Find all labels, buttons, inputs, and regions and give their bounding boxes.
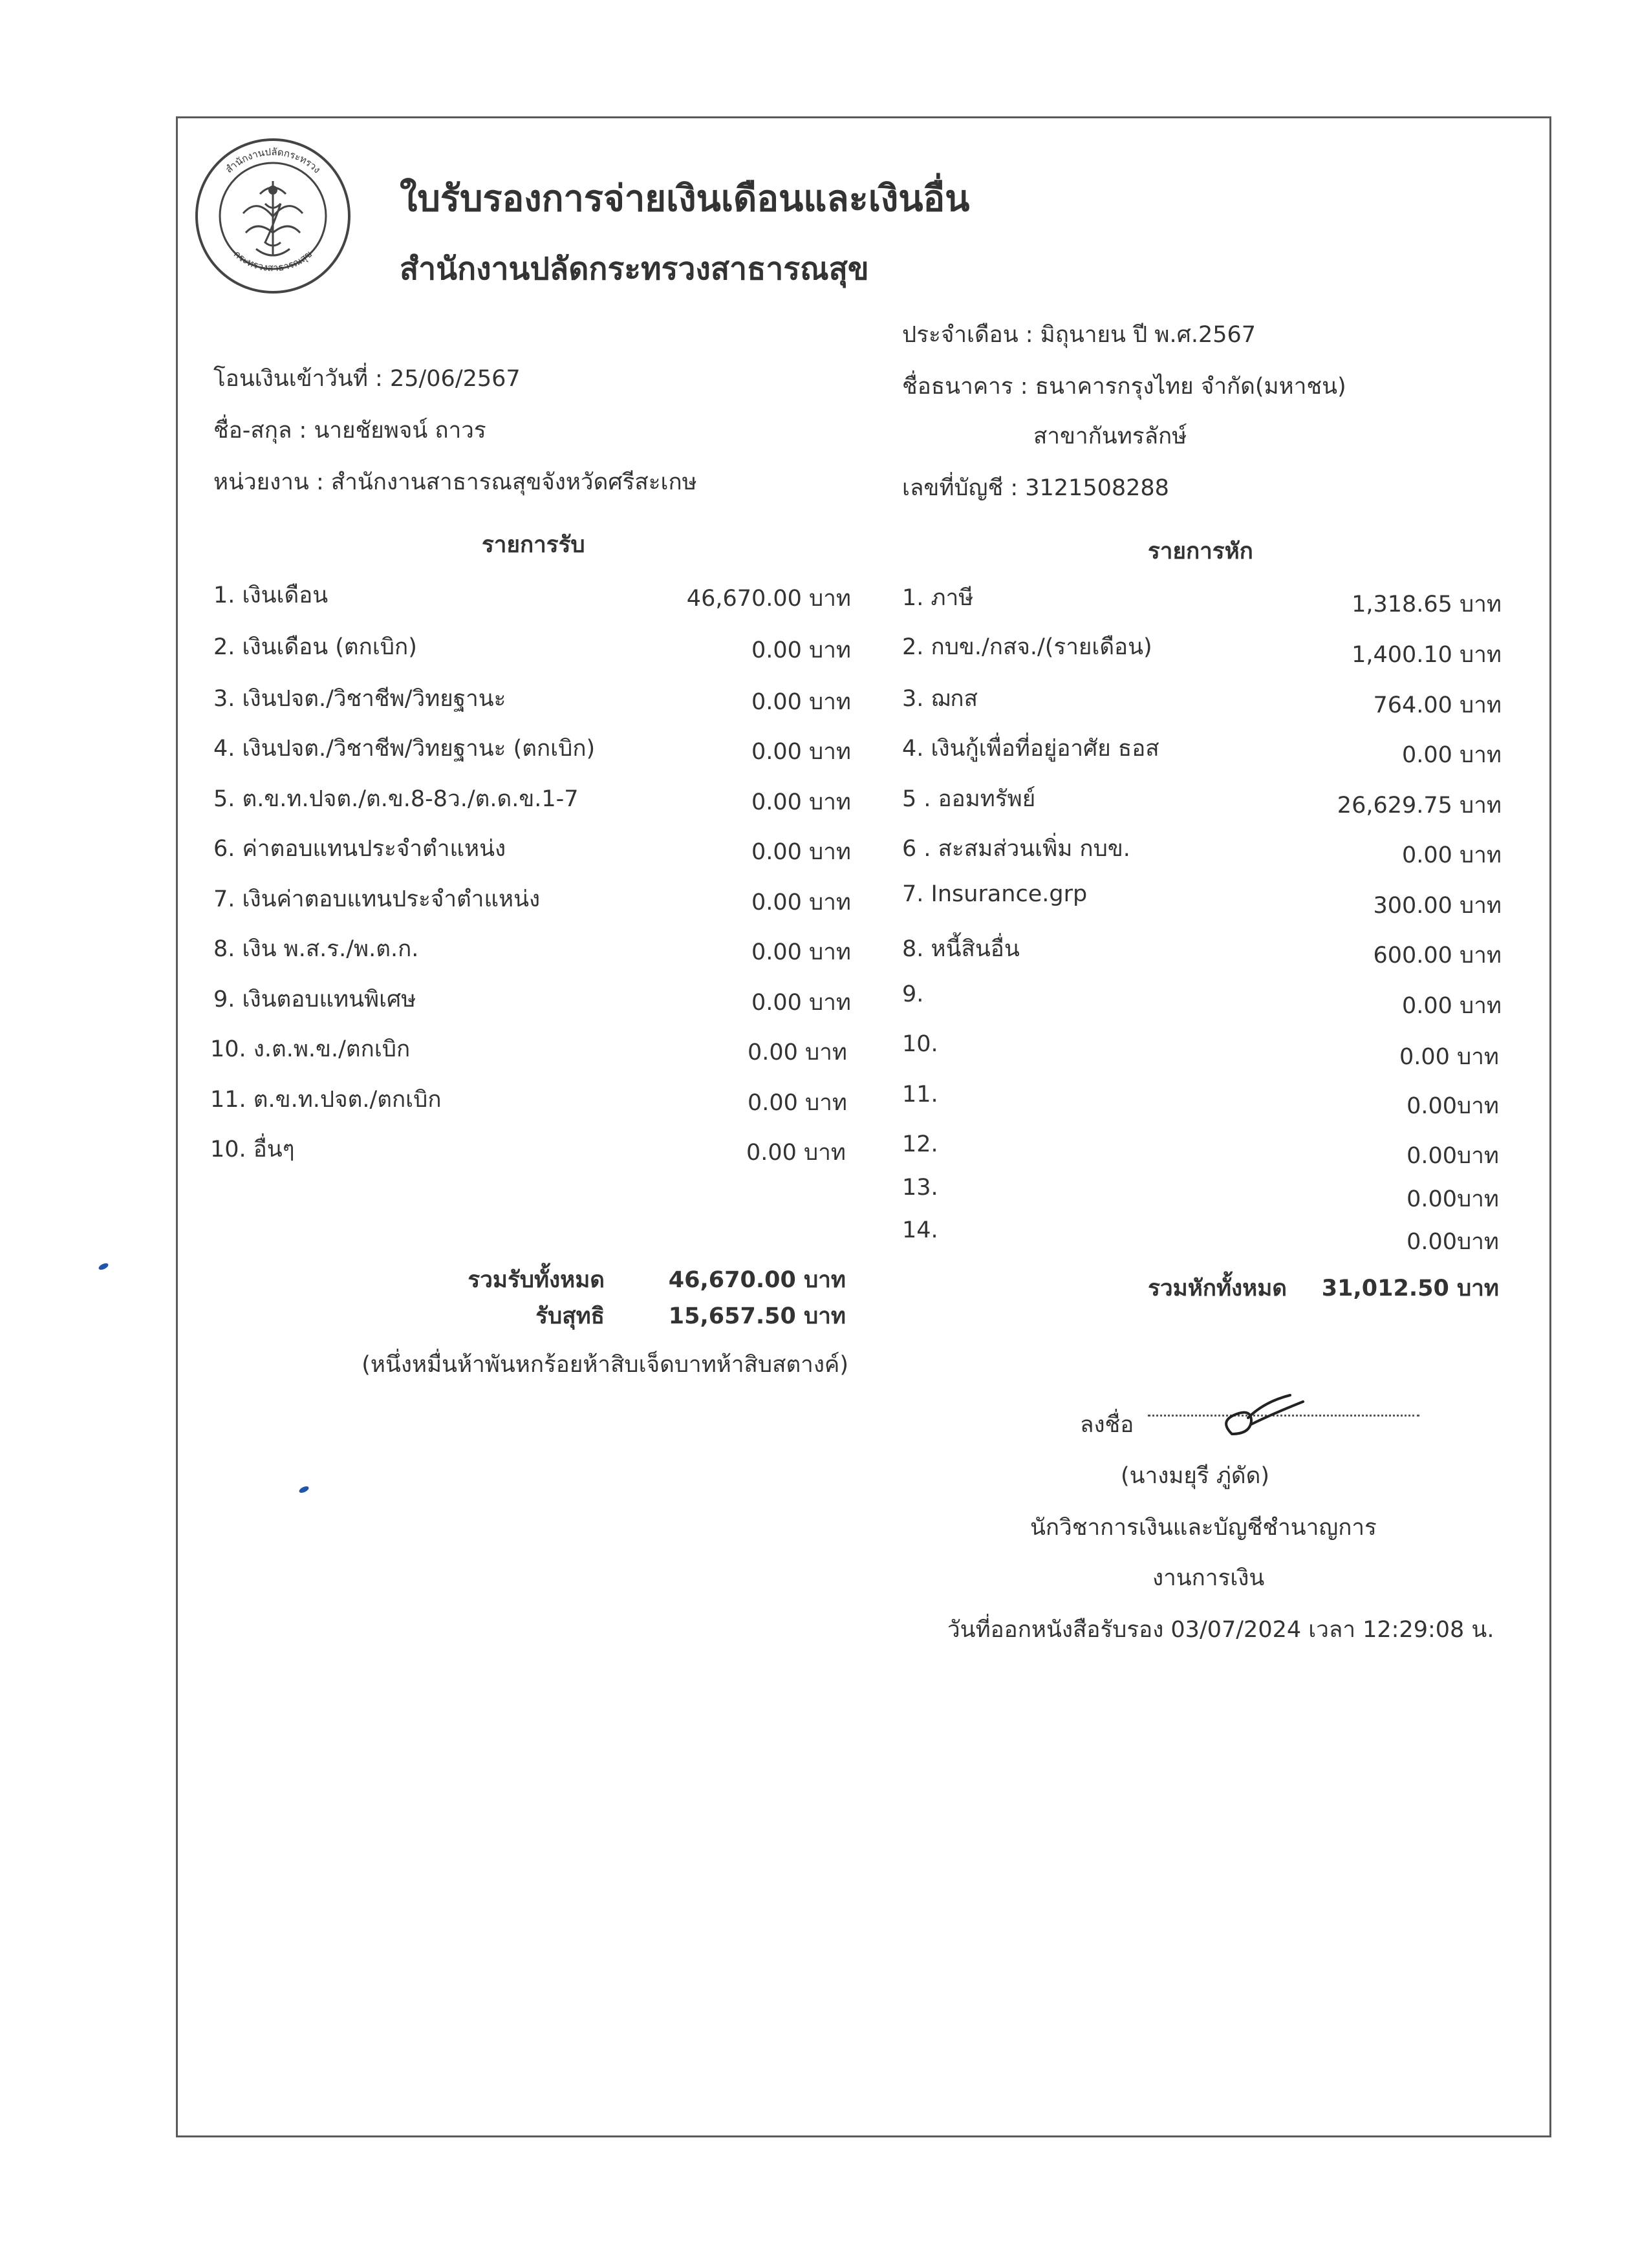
income-item-amount: 0.00 บาท	[751, 637, 851, 663]
income-item-label: 11. ต.ข.ท.ปจต./ตกเบิก	[210, 1087, 442, 1113]
ministry-seal-logo	[193, 136, 353, 296]
deduction-item-label: 7. Insurance.grp	[902, 881, 1088, 907]
income-item-label: 1. เงินเดือน	[213, 583, 329, 608]
scan-speck	[98, 1262, 109, 1271]
deduction-item-amount: 26,629.75 บาท	[1337, 793, 1502, 818]
svg-text:กระทรวงสาธารณสุข: กระทรวงสาธารณสุข	[231, 248, 315, 274]
income-heading: รายการรับ	[482, 532, 585, 558]
deduction-item-amount: 0.00บาท	[1406, 1229, 1499, 1255]
income-item-amount: 0.00 บาท	[751, 739, 851, 765]
deduction-item-label: 12.	[902, 1131, 938, 1157]
deduction-item-amount: 1,400.10 บาท	[1352, 642, 1502, 668]
transfer-date: โอนเงินเข้าวันที่ : 25/06/2567	[213, 366, 521, 392]
income-total-label: รวมรับทั้งหมด	[468, 1267, 605, 1293]
income-item-amount: 0.00 บาท	[751, 689, 851, 715]
income-item-amount: 0.00 บาท	[748, 1040, 847, 1065]
signer-position: นักวิชาการเงินและบัญชีชำนาญการ	[1030, 1515, 1377, 1541]
deduction-item-label: 5 . ออมทรัพย์	[902, 786, 1036, 812]
deduction-item-label: 11.	[902, 1082, 938, 1107]
income-item-label: 4. เงินปจต./วิชาชีพ/วิทยฐานะ (ตกเบิก)	[213, 736, 596, 762]
deduction-item-label: 14.	[902, 1217, 938, 1243]
income-item-amount: 46,670.00 บาท	[686, 586, 851, 612]
income-item-amount: 0.00 บาท	[751, 939, 851, 965]
deduction-item-amount: 0.00บาท	[1406, 1143, 1499, 1169]
issue-datetime: วันที่ออกหนังสือรับรอง 03/07/2024 เวลา 12:29:08 น.	[947, 1617, 1494, 1643]
signer-name: (นางมยุรี ภู่ดัด)	[1121, 1463, 1270, 1489]
income-item-label: 10. ง.ต.พ.ข./ตกเบิก	[210, 1036, 411, 1062]
deduction-item-amount: 300.00 บาท	[1373, 893, 1502, 919]
account-number: เลขที่บัญชี : 3121508288	[902, 475, 1169, 501]
svg-text:สำนักงานปลัดกระทรวง: สำนักงานปลัดกระทรวง	[223, 145, 323, 176]
deduction-item-label: 9.	[902, 981, 924, 1007]
income-item-label: 8. เงิน พ.ส.ร./พ.ต.ก.	[213, 936, 419, 962]
document-title: ใบรับรองการจ่ายเงินเดือนและเงินอื่น	[400, 178, 970, 220]
net-pay-amount: 15,657.50 บาท	[668, 1303, 846, 1329]
income-item-amount: 0.00 บาท	[751, 839, 851, 865]
deduction-item-amount: 0.00บาท	[1406, 1093, 1499, 1119]
deduction-item-label: 8. หนี้สินอื่น	[902, 936, 1020, 962]
income-item-label: 7. เงินค่าตอบแทนประจำตำแหน่ง	[213, 886, 541, 912]
handwritten-signature	[1212, 1389, 1316, 1440]
deduction-item-amount: 600.00 บาท	[1373, 943, 1502, 968]
bank-branch: สาขากันทรลักษ์	[1033, 423, 1187, 449]
deduction-item-amount: 0.00 บาท	[1402, 742, 1502, 768]
income-item-label: 10. อื่นๆ	[210, 1137, 295, 1162]
sign-label: ลงชื่อ	[1080, 1412, 1134, 1438]
deduction-item-amount: 0.00บาท	[1406, 1186, 1499, 1212]
income-item-amount: 0.00 บาท	[751, 990, 851, 1016]
net-pay-words: (หนึ่งหมื่นห้าพันหกร้อยห้าสิบเจ็ดบาทห้าสิบสตางค์)	[361, 1352, 848, 1378]
employee-name: ชื่อ-สกุล : นายชัยพจน์ ถาวร	[213, 418, 486, 444]
deductions-total-label: รวมหักทั้งหมด	[1148, 1276, 1287, 1301]
income-item-amount: 0.00 บาท	[746, 1140, 846, 1166]
income-item-label: 3. เงินปจต./วิชาชีพ/วิทยฐานะ	[213, 686, 506, 712]
pay-month: ประจำเดือน : มิถุนายน ปี พ.ศ.2567	[902, 322, 1256, 348]
deduction-item-label: 13.	[902, 1175, 938, 1201]
income-item-label: 9. เงินตอบแทนพิเศษ	[213, 987, 416, 1012]
deductions-heading: รายการหัก	[1148, 539, 1253, 564]
deduction-item-label: 10.	[902, 1031, 938, 1057]
income-item-amount: 0.00 บาท	[751, 789, 851, 815]
signer-department: งานการเงิน	[1152, 1565, 1265, 1591]
deduction-item-label: 4. เงินกู้เพื่อที่อยู่อาศัย ธอส	[902, 736, 1159, 762]
deduction-item-amount: 0.00 บาท	[1399, 1044, 1499, 1070]
deduction-item-amount: 1,318.65 บาท	[1352, 592, 1502, 617]
document-subtitle: สำนักงานปลัดกระทรวงสาธารณสุข	[400, 251, 869, 287]
deduction-item-amount: 764.00 บาท	[1373, 692, 1502, 718]
income-item-label: 2. เงินเดือน (ตกเบิก)	[213, 634, 417, 660]
deduction-item-amount: 0.00 บาท	[1402, 842, 1502, 868]
net-pay-label: รับสุทธิ	[535, 1303, 605, 1329]
income-item-amount: 0.00 บาท	[751, 890, 851, 915]
income-item-amount: 0.00 บาท	[748, 1090, 847, 1116]
income-item-label: 5. ต.ข.ท.ปจต./ต.ข.8-8ว./ต.ด.ข.1-7	[213, 786, 579, 812]
employee-unit: หน่วยงาน : สำนักงานสาธารณสุขจังหวัดศรีสะเกษ	[213, 469, 697, 495]
deduction-item-label: 2. กบข./กสจ./(รายเดือน)	[902, 634, 1152, 660]
deduction-item-amount: 0.00 บาท	[1402, 993, 1502, 1019]
income-item-label: 6. ค่าตอบแทนประจำตำแหน่ง	[213, 836, 506, 862]
bank-name: ชื่อธนาคาร : ธนาคารกรุงไทย จำกัด(มหาชน)	[902, 374, 1346, 400]
deduction-item-label: 6 . สะสมส่วนเพิ่ม กบข.	[902, 836, 1130, 862]
deductions-total-amount: 31,012.50 บาท	[1321, 1276, 1499, 1301]
deduction-item-label: 3. ฌกส	[902, 686, 978, 712]
income-total-amount: 46,670.00 บาท	[668, 1267, 846, 1293]
deduction-item-label: 1. ภาษี	[902, 585, 974, 611]
